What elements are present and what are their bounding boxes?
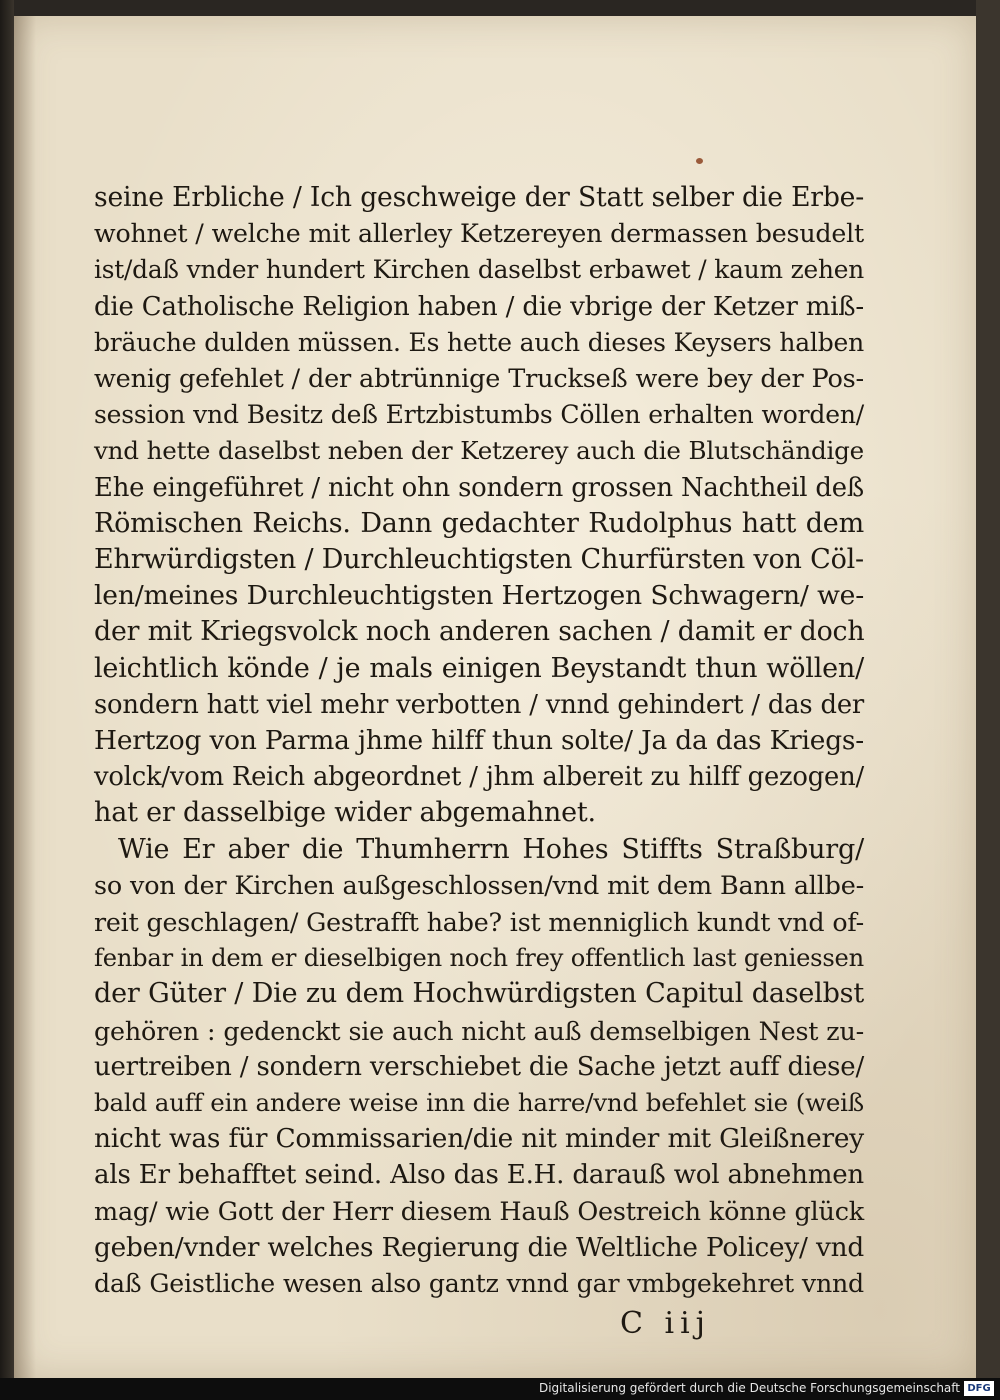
text-line: Römischen Reichs. Dann gedachter Rudolphus hatt dem — [94, 507, 864, 539]
text-line: wohnet / welche mit allerley Ketzereyen dermassen besudelt — [94, 219, 864, 249]
text-line: daß Geistliche wesen also gantz vnnd gar vmbgekehret vnnd — [94, 1269, 864, 1299]
body-text — [94, 180, 864, 1302]
text-line: reit geschlagen/ Gestrafft habe? ist menniglich kundt vnd of- — [94, 907, 864, 938]
text-line: so von der Kirchen außgeschlossen/vnd mit dem Bann allbe- — [94, 870, 864, 901]
text-line: leichtlich könde / je mals einigen Beystandt thun wöllen/ — [94, 652, 864, 684]
text-line: mag/ wie Gott der Herr diesem Hauß Oestreich könne glück — [94, 1196, 864, 1227]
text-line: nicht was für Commissarien/die nit minder mit Gleißnerey — [94, 1124, 864, 1155]
text-line: als Er behafftet seind. Also das E.H. darauß wol abnehmen — [94, 1160, 864, 1191]
text-line: geben/vnder welches Regierung die Weltliche Policey/ vnd — [94, 1232, 864, 1263]
text-line: der mit Kriegsvolck noch anderen sachen / damit er doch — [94, 616, 865, 648]
text-line: die Catholische Religion haben / die vbrige der Ketzer miß- — [94, 291, 864, 322]
text-line: Hertzog von Parma jhme hilff thun solte/ Ja da das Kriegs- — [94, 725, 864, 757]
text-line: uertreiben / sondern verschiebet die Sache jetzt auff diese/ — [94, 1051, 864, 1082]
paper-stain — [696, 158, 703, 164]
dfg-logo-icon: DFG — [964, 1381, 994, 1396]
text-line: der Güter / Die zu dem Hochwürdigsten Capitul daselbst — [94, 978, 864, 1010]
signature-mark: C iij — [620, 1306, 711, 1341]
footer-credit: Digitalisierung gefördert durch die Deutsche Forschungsgemeinschaft — [538, 1381, 960, 1395]
text-line: wenig gefehlet / der abtrünnige Truckseß were bey der Pos- — [94, 364, 864, 395]
paragraph-start-line: Wie Er aber die Thumherrn Hohes Stiffts Straßburg/ — [118, 833, 864, 865]
text-line: session vnd Besitz deß Ertzbistumbs Cöllen erhalten worden/ — [94, 400, 864, 430]
text-line: volck/vom Reich abgeordnet / jhm albereit zu hilff gezogen/ — [94, 762, 864, 793]
scan-left-edge — [0, 0, 14, 1400]
text-line: len/meines Durchleuchtigsten Hertzogen Schwagern/ we- — [94, 580, 864, 612]
text-line: seine Erbliche / Ich geschweige der Statt selber die Erbe- — [94, 182, 864, 213]
text-line: ist/daß vnder hundert Kirchen daselbst erbawet / kaum zehen — [94, 255, 864, 285]
footer-bar — [0, 1378, 1000, 1400]
text-line: bald auff ein andere weise inn die harre/vnd befehlet sie (weiß — [94, 1088, 864, 1118]
text-line: vnd hette daselbst neben der Ketzerey auch die Blutschändige — [94, 436, 864, 466]
scan-right-edge — [976, 0, 1000, 1400]
text-line: Ehrwürdigsten / Durchleuchtigsten Churfürsten von Cöl- — [94, 544, 864, 576]
text-line: Ehe eingeführet / nicht ohn sondern grossen Nachtheil deß — [94, 472, 864, 503]
text-line: hat er dasselbige wider abgemahnet. — [94, 797, 596, 829]
text-line: fenbar in dem er dieselbigen noch frey offentlich last geniessen — [94, 944, 864, 973]
text-line: bräuche dulden müssen. Es hette auch dieses Keysers halben — [94, 327, 864, 357]
page-gutter-shadow — [14, 16, 36, 1378]
text-line: gehören : gedenckt sie auch nicht auß demselbigen Nest zu- — [94, 1015, 864, 1046]
text-line: sondern hatt viel mehr verbotten / vnnd gehindert / das der — [94, 689, 864, 720]
